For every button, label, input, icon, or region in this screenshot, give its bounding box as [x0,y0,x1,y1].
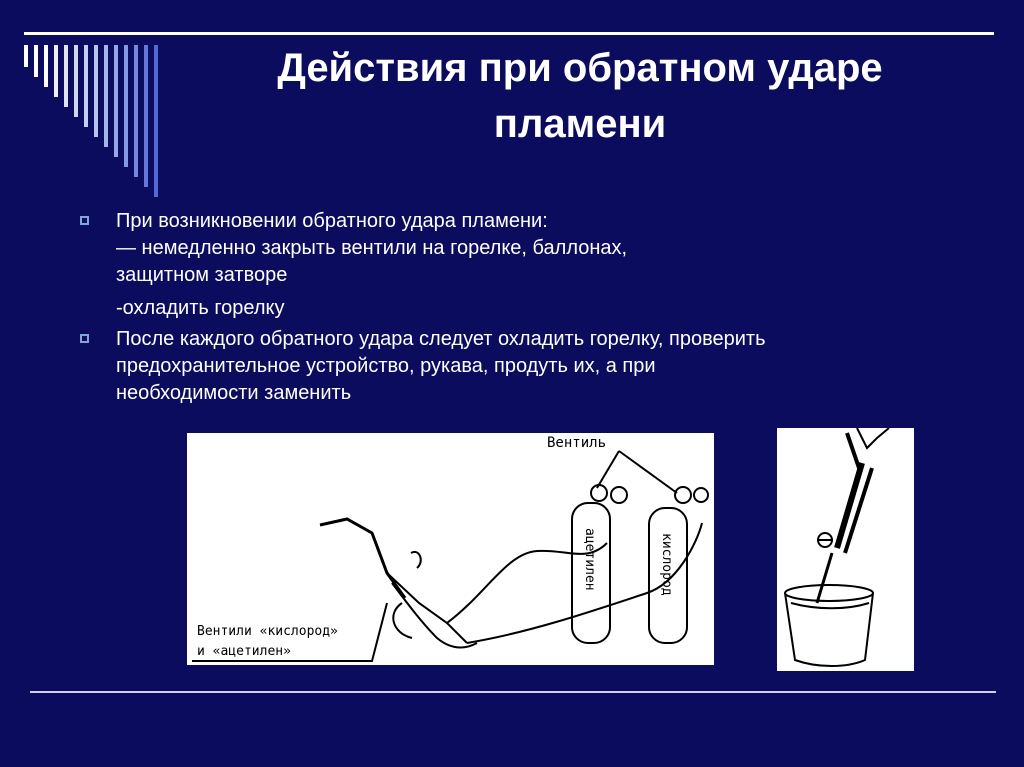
bullet-line: необходимости заменить [116,382,352,404]
bullet-line: защитном затворе [116,264,288,286]
bullet-item [80,326,980,407]
title-line-1: Действия при обратном ударе [277,46,883,90]
bullet-list [80,208,980,411]
welding-equipment-drawing [187,433,714,665]
bullet-line: -охладить горелку [116,297,285,319]
bottom-rule [30,691,996,693]
bullet-line: После каждого обратного удара следует охладить горелку, проверить [116,328,766,350]
torch-valves-label-2: и «ацетилен» [197,644,291,659]
bucket-drawing [777,428,914,671]
torch-valves-label-1: Вентили «кислород» [197,624,338,639]
bullet-line: — немедленно закрыть вентили на горелке, баллонах, [116,237,628,259]
bullet-line: предохранительное устройство, рукава, продуть их, а при [116,355,656,377]
welding-equipment-illustration [187,433,714,665]
acetylene-cylinder-label: ацетилен [582,528,597,591]
hollow-square-bullet-icon [80,334,89,343]
valve-label: Вентиль [547,435,607,451]
title-line-2: пламени [493,102,667,146]
decorative-bars [24,35,174,205]
torch-cooling-bucket-illustration [777,428,914,671]
hollow-square-bullet-icon [80,216,89,225]
slide-title [180,40,980,152]
oxygen-cylinder-label: кислород [659,533,674,596]
bullet-item [80,208,980,322]
bullet-line: При возникновении обратного удара пламени: [116,210,548,232]
